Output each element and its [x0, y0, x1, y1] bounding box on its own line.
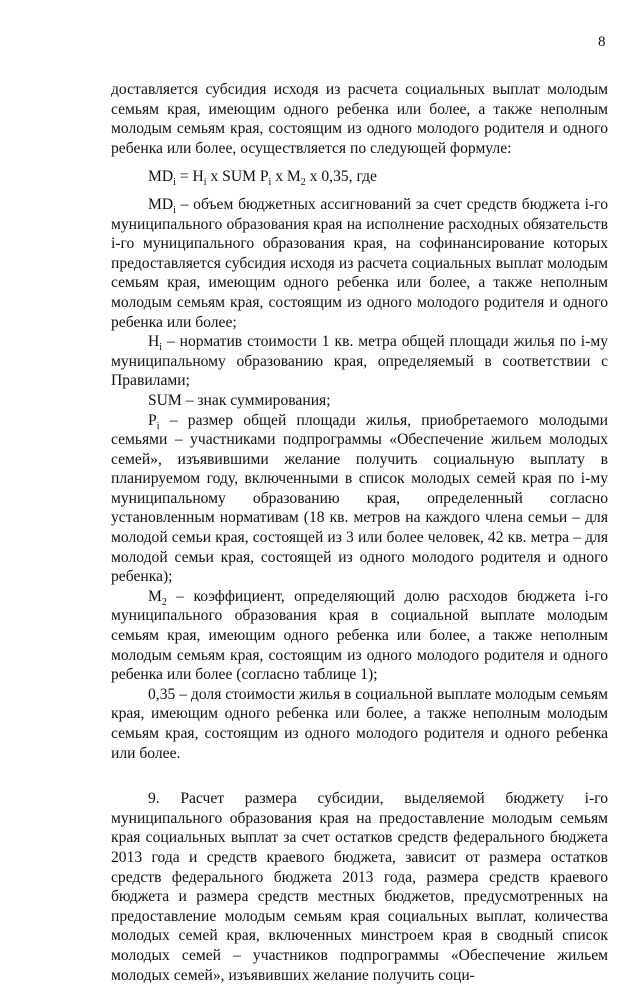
term-sub: 2: [161, 596, 167, 608]
formula-sub: 2: [300, 177, 306, 189]
item-9: 9. Расчет размера субсидии, выделяемой бюджету i-го муниципального образования края на предоставление молодым семьям края социальных выплат за счет остатков средств федерального бюджета 2013 года и средств краевого бюджета, зависит от размера остатков средств федерального бюджета 2013 года, размера средств краевого бюджета и размера средств местных бюджетов, предусмотренных на предоставление молодым семьям края социальных выплат, количества молодых семей края, включенных минстроем края в сводный список молодых семей – участников подпрограммы «Обеспечение жильем молодых семей», изъявивших желание получить соци-: [111, 790, 608, 984]
term: MD: [148, 195, 174, 213]
term-sub: i: [159, 342, 163, 354]
term: H: [148, 333, 160, 351]
definition-coefficient: 0,35 – доля стоимости жилья в социальной выплате молодым семьям края, имеющим одного ребенка или более, а также неполным молодым семьям края, состоящим из одного молодого родителя и одного ребенка или более.: [111, 685, 608, 762]
formula-part: x M: [271, 168, 301, 186]
page-number: 8: [598, 34, 606, 50]
formula-part: x 0,35, где: [305, 168, 377, 186]
definition-p: [111, 411, 608, 587]
definition-md: [111, 195, 608, 332]
definition-text: – объем бюджетных ассигнований за счет средств бюджета i-го муниципального образования края на исполнение расходных обязательств i-го муниципального образования края, на софинансирование которых предоставляется субсидия исходя из расчета социальных выплат молодым семьям края, имеющим одного ребенка или более, а также неполным молодым семьям края, состоящим из одного молодого родителя и одного ребенка или более;: [111, 195, 608, 331]
term: M: [148, 587, 162, 605]
definition-h: [111, 332, 608, 391]
formula: [111, 167, 608, 187]
definition-text: – размер общей площади жилья, приобретаемого молодыми семьями – участниками подпрограммы «Обеспечение жильем молодых семей», изъявившими желание получить социальную выплату в планируемом году, включенными в список молодых семей края по i-му муниципальному образованию края, определенный согласно установленным нормативам (18 кв. метров на каждого члена семьи – для молодой семьи края, состоящей из 3 или более человек, 42 кв. метра – для молодой семьи края, состоящей из одного молодого родителя и одного ребенка);: [111, 411, 608, 586]
paragraph-continuation: доставляется субсидия исходя из расчета социальных выплат молодым семьям края, имеющим одного ребенка или более, а также неполным молодым семьям края, состоящим из одного молодого родителя и одного ребенка или более, осуществляется по следующей формуле:: [111, 81, 608, 157]
definition-text: – коэффициент, определяющий долю расходов бюджета i-го муниципального образования края в социальной выплате молодым семьям края, имеющим одного ребенка или более, а также неполным молодым семьям края, состоящим из одного молодого родителя и одного ребенка или более (согласно таблице 1);: [111, 587, 608, 684]
formula-part: x SUM P: [206, 168, 269, 186]
document-body: [111, 80, 608, 985]
definition-m2: [111, 587, 608, 685]
formula-part: = H: [175, 168, 204, 186]
formula-sub: i: [268, 177, 272, 189]
term: P: [148, 411, 157, 429]
formula-sub: i: [173, 177, 176, 189]
definition-sum: SUM – знак суммирования;: [148, 391, 331, 409]
formula-md: MD: [148, 168, 174, 186]
term-sub: i: [156, 420, 160, 432]
term-sub: i: [173, 205, 176, 217]
definition-text: – норматив стоимости 1 кв. метра общей площади жилья по i-му муниципальному образованию края, определяемый в соответствии с Правилами;: [111, 333, 608, 390]
formula-sub: i: [203, 177, 207, 189]
